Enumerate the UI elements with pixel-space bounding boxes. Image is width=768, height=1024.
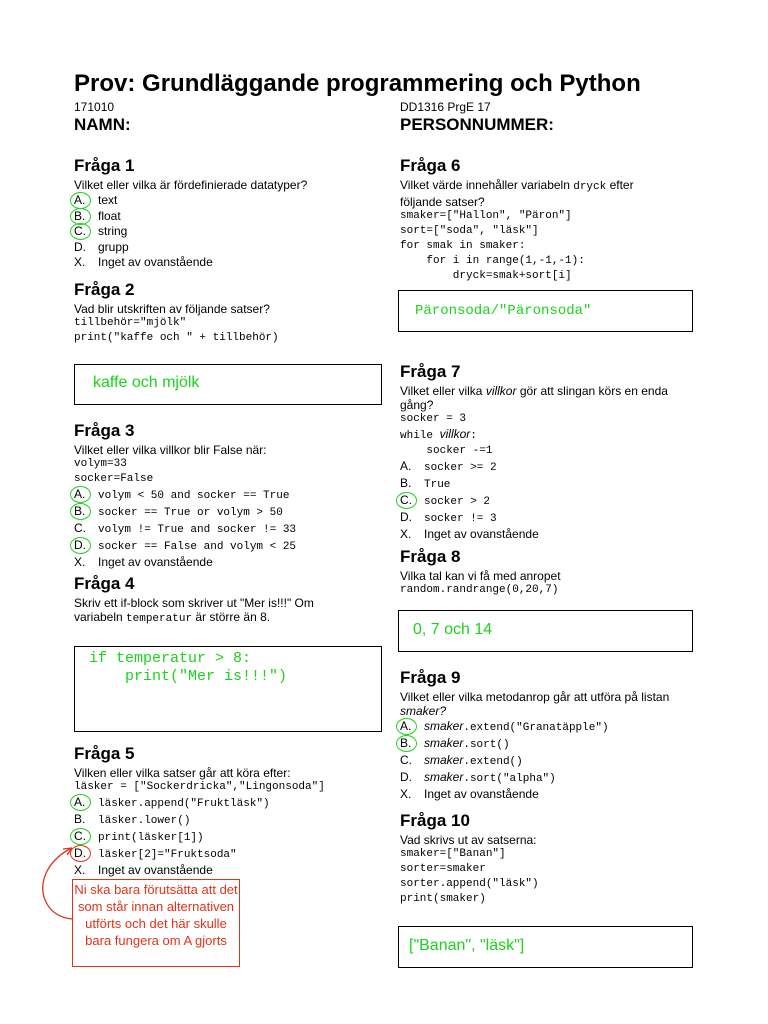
selected-circle-icon — [70, 192, 91, 209]
selected-circle-icon — [70, 486, 91, 503]
option-b[interactable]: B. smaker.sort() — [400, 736, 669, 753]
question-heading: Fråga 4 — [74, 574, 135, 593]
option-c[interactable]: C. print(läsker[1]) — [74, 829, 325, 846]
code-snippet: tillbehör="mjölk" print("kaffe och " + tillbehör) — [74, 317, 279, 344]
option-d[interactable]: D. smaker.sort("alpha") — [400, 770, 556, 785]
selected-circle-icon — [70, 794, 91, 811]
option-c[interactable]: C. socker > 2 — [400, 493, 668, 510]
question-5 — [74, 744, 325, 879]
question-text-2: variabeln temperatur är större än 8. — [74, 610, 271, 625]
selected-circle-icon — [396, 718, 417, 735]
red-arrow-icon — [36, 842, 76, 922]
option-c[interactable]: C. volym != True and socker != 33 — [74, 521, 297, 536]
question-4 — [74, 574, 314, 627]
question-text: Vilka tal kan vi få med anropet — [400, 569, 561, 583]
answer-box-4[interactable] — [74, 646, 382, 732]
option-b[interactable]: B. socker == True or volym > 50 — [74, 504, 296, 521]
question-heading: Fråga 2 — [74, 280, 135, 299]
code-line-2: while villkor: — [400, 427, 477, 442]
question-3 — [74, 421, 296, 571]
question-heading: Fråga 7 — [400, 362, 461, 381]
question-text: Skriv ett if-block som skriver ut "Mer is!!!" Om — [74, 596, 314, 610]
teacher-note: Ni ska bara förutsätta att det som står innan alternativen utförts och det här skulle bara fungera om A gjorts — [72, 879, 240, 967]
selected-circle-icon — [70, 503, 91, 520]
question-text: Vad skrivs ut av satserna: — [400, 833, 537, 847]
question-heading: Fråga 1 — [74, 156, 135, 175]
option-a[interactable]: A. läsker.append("Fruktläsk") — [74, 795, 325, 812]
option-x[interactable]: X. Inget av ovanstående — [74, 255, 213, 269]
code-line-1: socker = 3 — [400, 413, 467, 425]
code-snippet: random.randrange(0,20,7) — [400, 584, 559, 596]
question-heading: Fråga 5 — [74, 744, 135, 763]
option-d[interactable]: D. socker != 3 — [400, 510, 497, 525]
selected-circle-icon — [70, 208, 91, 225]
option-x[interactable]: X. Inget av ovanstående — [74, 863, 213, 877]
option-d[interactable]: D. grupp — [74, 239, 129, 254]
option-x[interactable]: X. Inget av ovanstående — [74, 555, 213, 569]
code-snippet: läsker = ["Sockerdricka","Lingonsoda"] — [74, 781, 325, 793]
question-text: Vilket eller vilka villkor blir False när: — [74, 443, 267, 457]
code-snippet: volym=33 socker=False — [74, 458, 154, 485]
question-heading: Fråga 3 — [74, 421, 135, 440]
handwritten-answer: 0, 7 och 14 — [413, 621, 493, 638]
option-b[interactable]: B. läsker.lower() — [74, 812, 191, 827]
question-8 — [400, 547, 561, 598]
question-text-2: smaker? — [400, 704, 447, 718]
personnummer-label: PERSONNUMMER: — [400, 115, 554, 134]
handwritten-answer: if temperatur > 8: print("Mer is!!!") — [89, 650, 288, 685]
title-prefix: Prov: — [74, 70, 136, 97]
option-a[interactable]: A. volym < 50 and socker == True — [74, 487, 296, 504]
title-main: Grundläggande programmering och Python — [135, 70, 641, 97]
code-snippet: smaker=["Banan"] sorter=smaker sorter.append("läsk") print(smaker) — [400, 848, 539, 905]
question-text: Vilket värde innehåller variabeln dryck efter — [400, 178, 634, 193]
question-2 — [74, 280, 279, 346]
question-text: Vilket eller vilka villkor gör att slingan körs en enda — [400, 384, 668, 398]
option-b[interactable]: B. float — [74, 209, 307, 225]
question-10 — [400, 811, 539, 907]
question-text: Vilken eller vilka satser går att köra efter: — [74, 766, 291, 780]
question-heading: Fråga 10 — [400, 811, 470, 830]
option-c[interactable]: C. smaker.extend() — [400, 753, 523, 768]
selected-circle-icon — [396, 735, 417, 752]
answer-box-2[interactable] — [74, 364, 382, 405]
option-a[interactable]: A. text — [74, 193, 307, 209]
answer-box-10[interactable] — [398, 926, 693, 968]
code-line-3: socker -=1 — [400, 445, 493, 457]
option-x[interactable]: X. Inget av ovanstående — [400, 527, 539, 541]
question-heading: Fråga 8 — [400, 547, 461, 566]
question-text: Vilket eller vilka är fördefinierade datatyper? — [74, 178, 308, 192]
question-text: Vilket eller vilka metodanrop går att utföra på listan — [400, 690, 670, 704]
course-code: DD1316 PrgE 17 — [400, 100, 491, 114]
option-x[interactable]: X. Inget av ovanstående — [400, 787, 539, 801]
question-heading: Fråga 9 — [400, 668, 461, 687]
handwritten-answer: ["Banan", "läsk"] — [409, 937, 525, 954]
question-text-2: gång? — [400, 398, 434, 412]
option-a[interactable]: A. smaker.extend("Granatäpple") — [400, 719, 669, 736]
question-heading: Fråga 6 — [400, 156, 461, 175]
answer-box-6[interactable] — [398, 290, 693, 332]
option-d[interactable]: D. socker == False and volym < 25 — [74, 538, 296, 555]
exam-date: 171010 — [74, 100, 115, 114]
handwritten-answer: kaffe och mjölk — [93, 374, 200, 391]
question-6 — [400, 156, 634, 284]
question-text-2: följande satser? — [400, 195, 485, 209]
namn-label: NAMN: — [74, 115, 131, 134]
option-a[interactable]: A. socker >= 2 — [400, 459, 497, 474]
question-text: Vad blir utskriften av följande satser? — [74, 302, 270, 316]
answer-box-8[interactable] — [398, 610, 693, 652]
selected-circle-icon — [396, 492, 417, 509]
exam-title — [74, 70, 641, 98]
option-b[interactable]: B. True — [400, 476, 451, 491]
code-snippet: smaker=["Hallon", "Päron"] sort=["soda", "läsk"] for smak in smaker: for i in range(1,-1,-1): dryck=smak+sort[i] — [400, 210, 585, 282]
question-9 — [400, 668, 669, 803]
handwritten-answer: Päronsoda/"Päronsoda" — [415, 303, 592, 319]
option-d[interactable]: D. läsker[2]="Fruktsoda" — [74, 846, 325, 863]
selected-circle-icon — [70, 537, 91, 554]
selected-circle-icon — [70, 223, 91, 240]
question-7 — [400, 362, 668, 543]
question-1 — [74, 156, 307, 271]
option-c[interactable]: C. string — [74, 224, 307, 240]
